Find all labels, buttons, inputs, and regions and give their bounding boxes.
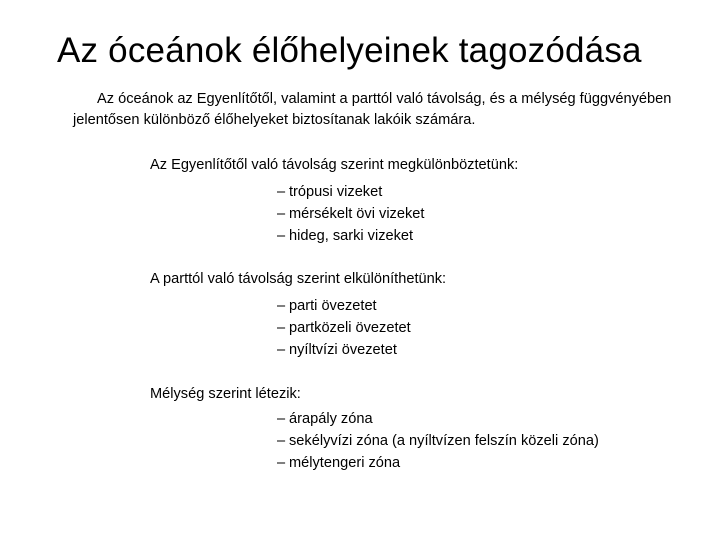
dash-marker: – — [277, 298, 286, 314]
dash-marker: – — [277, 342, 286, 358]
dash-marker: – — [277, 411, 286, 427]
slide-title: Az óceánok élőhelyeinek tagozódása — [57, 31, 642, 70]
list-item — [277, 430, 599, 452]
intro-paragraph: Az óceánok az Egyenlítőtől, valamint a parttól való távolság, és a mélység függvényében jelentősen különböző élőhelyeket biztosítanak lakóik számára. — [73, 91, 672, 128]
list-item-text: nyíltvízi övezetet — [289, 342, 397, 358]
list-item-text: trópusi vizeket — [289, 184, 383, 200]
list-item — [277, 295, 411, 317]
list-item-text: hideg, sarki vizeket — [289, 228, 414, 244]
list-item-text: mélytengeri zóna — [289, 455, 401, 471]
list-item — [277, 317, 411, 339]
section-heading-equator: Az Egyenlítőtől való távolság szerint megkülönböztetünk: — [150, 157, 519, 173]
dash-marker: – — [277, 320, 286, 336]
dash-marker: – — [277, 206, 286, 222]
list-item-text: sekélyvízi zóna (a nyíltvízen felszín közeli zóna) — [289, 433, 599, 449]
list-depth — [277, 408, 599, 474]
section-heading-depth: Mélység szerint létezik: — [150, 386, 301, 402]
list-item — [277, 339, 411, 361]
list-item-text: árapály zóna — [289, 411, 373, 427]
list-shore — [277, 295, 411, 361]
dash-marker: – — [277, 455, 286, 471]
list-item — [277, 408, 599, 430]
list-item-text: partközeli övezetet — [289, 320, 411, 336]
list-equator — [277, 181, 424, 247]
list-item — [277, 452, 599, 474]
section-heading-shore: A parttól való távolság szerint elkülöníthetünk: — [150, 271, 447, 287]
dash-marker: – — [277, 184, 286, 200]
dash-marker: – — [277, 433, 286, 449]
dash-marker: – — [277, 228, 286, 244]
list-item-text: mérsékelt övi vizeket — [289, 206, 425, 222]
list-item — [277, 181, 424, 203]
list-item — [277, 203, 424, 225]
list-item-text: parti övezetet — [289, 298, 377, 314]
list-item — [277, 225, 424, 247]
